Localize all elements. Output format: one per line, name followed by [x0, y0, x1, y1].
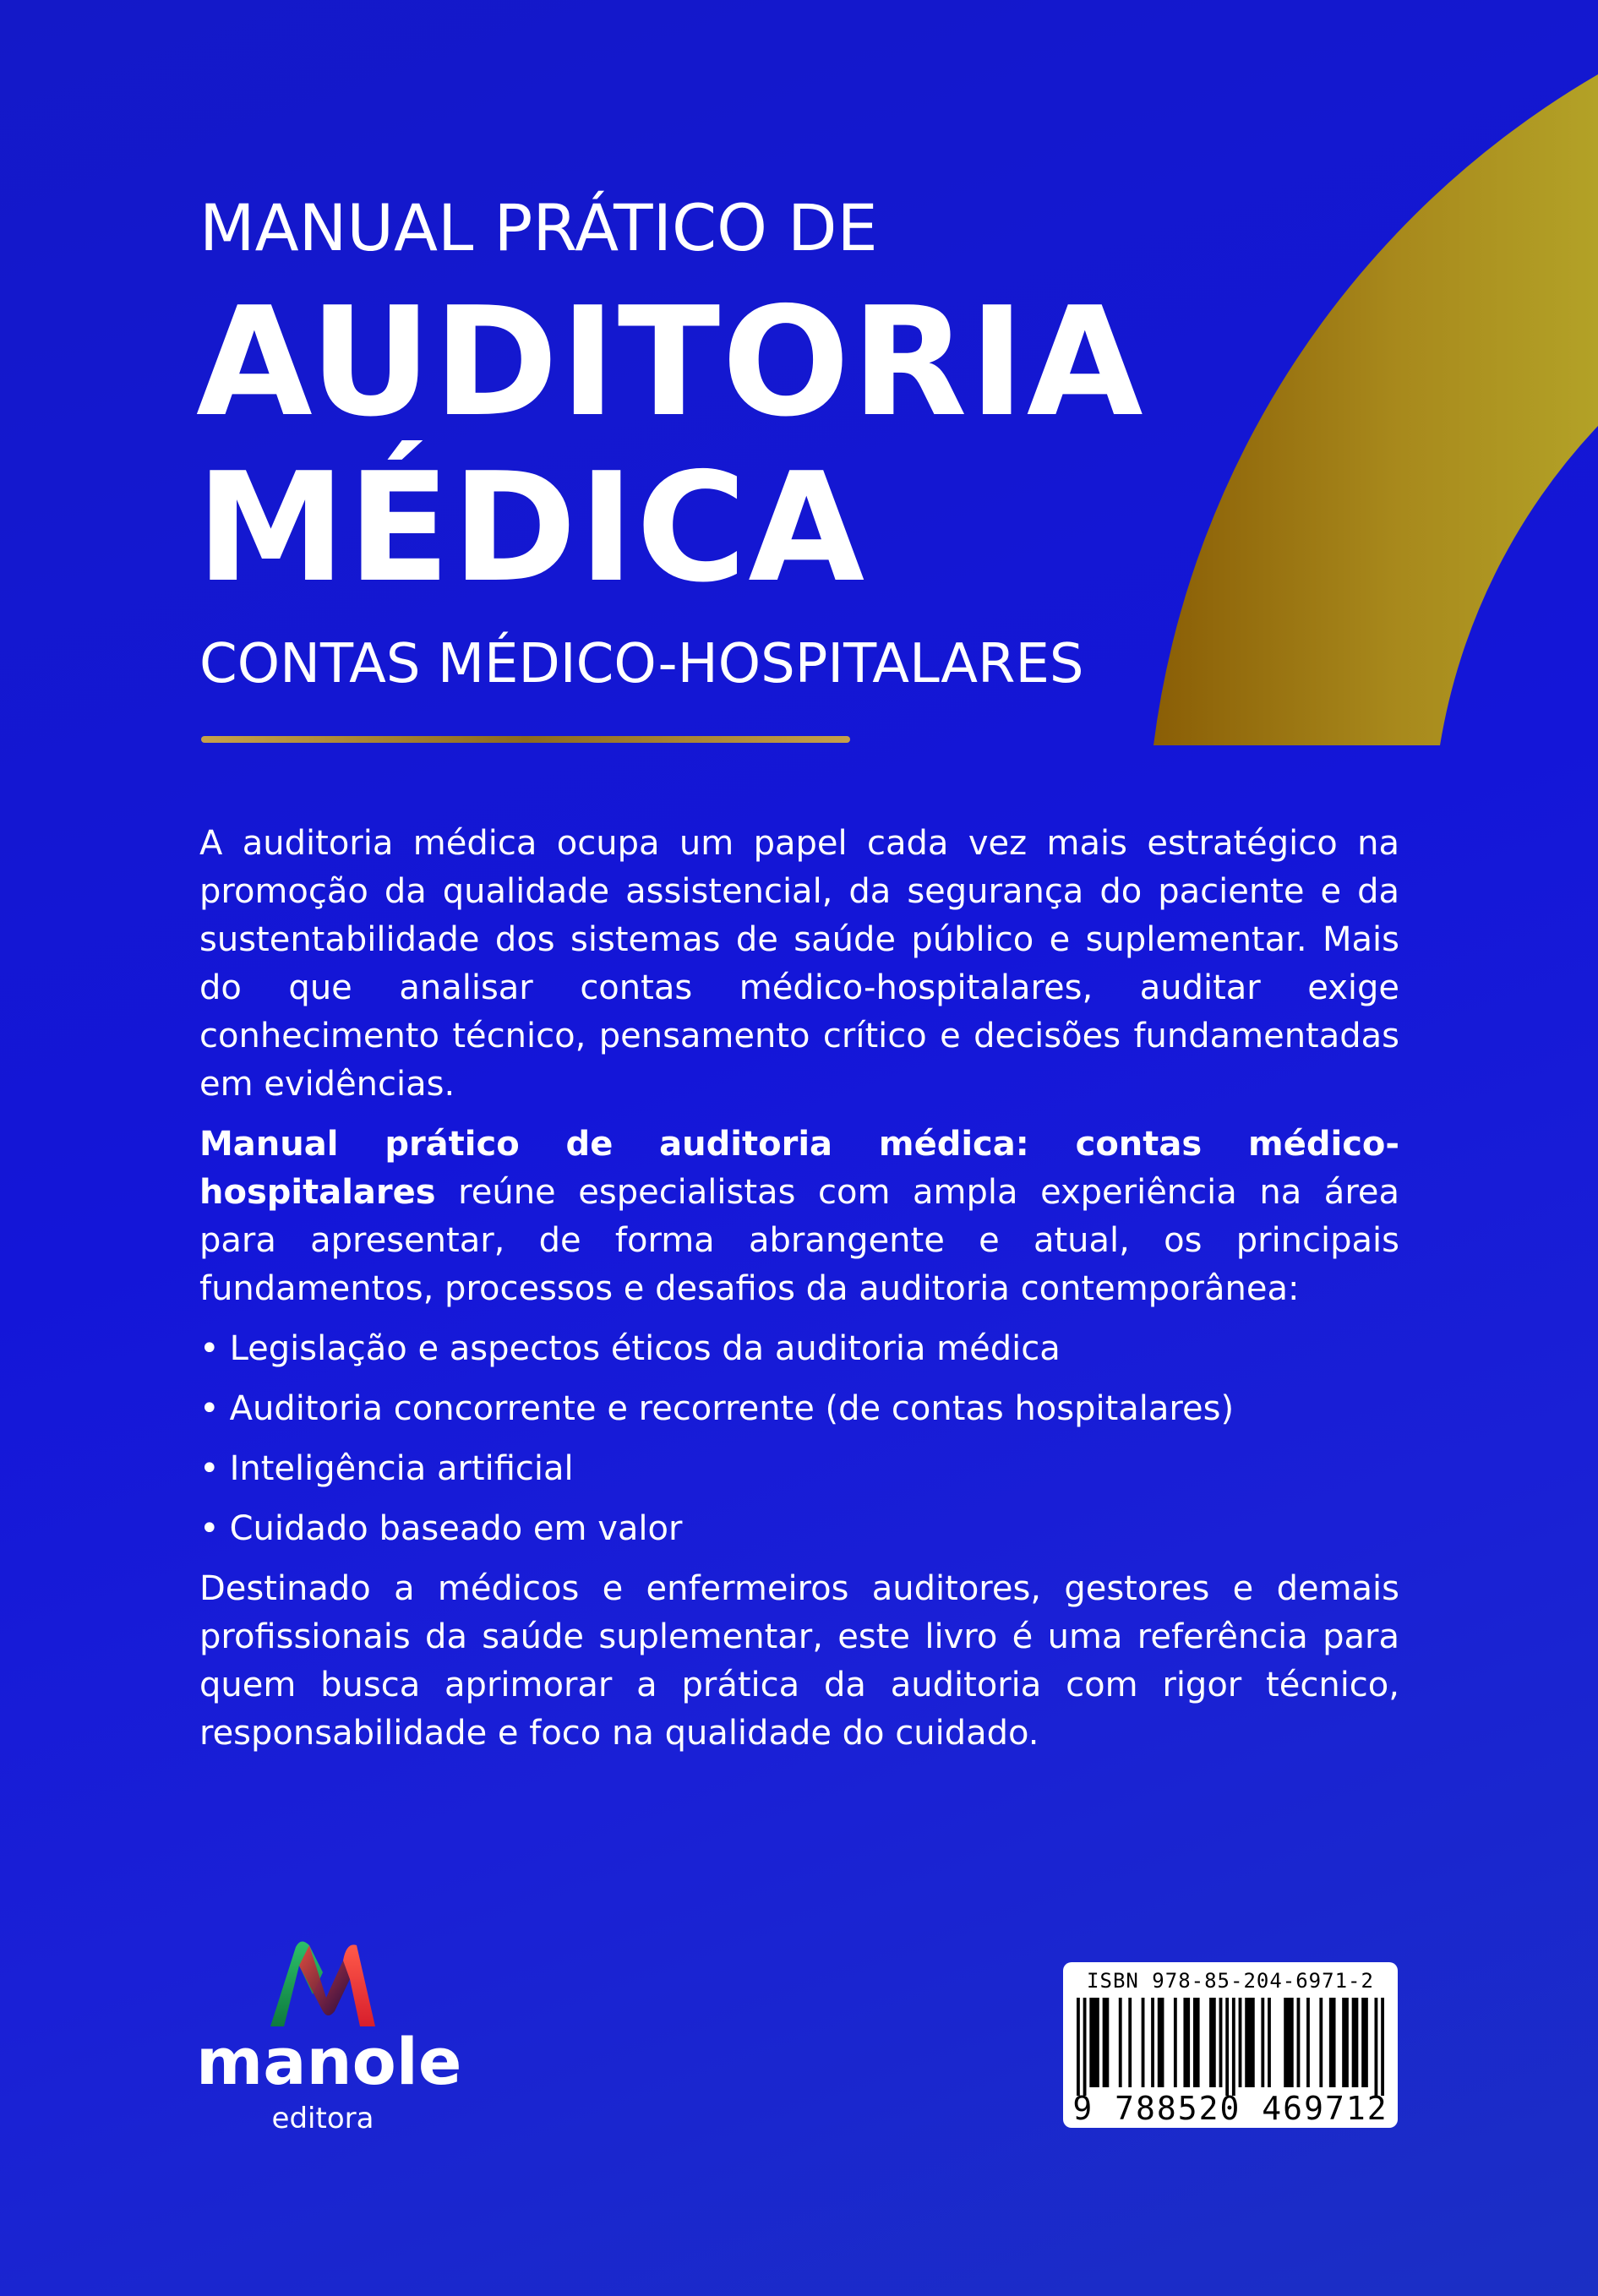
barcode-bar — [1119, 1998, 1122, 2087]
barcode-bars — [1077, 1998, 1384, 2096]
barcode-bar — [1342, 1998, 1349, 2087]
title-line-2: MÉDICA — [196, 440, 867, 615]
barcode-bar — [1219, 1998, 1223, 2087]
bullet-icon: • — [199, 1329, 220, 1368]
list-item-text: Legislação e aspectos éticos da auditoria médica — [229, 1329, 1061, 1368]
list-item — [199, 1385, 1399, 1433]
subtitle: CONTAS MÉDICO-HOSPITALARES — [199, 633, 1084, 695]
blurb-paragraph-2-rest: reúne especialistas com ampla experiência na área para apresentar, de forma abrangente e atual, os principais fundamentos, processos e desafios da auditoria contemporânea: — [199, 1173, 1399, 1308]
barcode-bar — [1083, 1998, 1087, 2096]
barcode-bar — [1158, 1998, 1164, 2087]
book-title-bold: Manual prático de auditoria médica: contas médico-hospitalares — [199, 1125, 1399, 1212]
list-item-text: Cuidado baseado em valor — [229, 1509, 683, 1548]
topic-list — [199, 1325, 1399, 1553]
barcode-bar — [1319, 1998, 1323, 2087]
barcode-bar — [1284, 1998, 1293, 2087]
publisher-sub: editora — [271, 2102, 374, 2135]
bullet-icon: • — [199, 1449, 220, 1488]
barcode-bar — [1245, 1998, 1254, 2087]
barcode-bar — [1297, 1998, 1301, 2087]
publisher-name: manole — [196, 2024, 462, 2099]
blurb-paragraph-2 — [199, 1121, 1399, 1313]
list-item — [199, 1445, 1399, 1493]
blurb — [199, 820, 1399, 1770]
list-item-text: Inteligência artificial — [229, 1449, 574, 1488]
barcode-bar — [1151, 1998, 1154, 2087]
blurb-paragraph-3: Destinado a médicos e enfermeiros auditores, gestores e demais profissionais da saúde suplementar, este livro é uma referência para quem busca aprimorar a prática da auditoria com rigor técnico, responsabilidade e foco na qualidade do cuidado. — [199, 1569, 1399, 1753]
barcode-bar — [1142, 1998, 1145, 2087]
barcode-bar — [1306, 1998, 1310, 2087]
barcode-bar — [1077, 1998, 1080, 2096]
title-small: MANUAL PRÁTICO DE — [199, 190, 878, 265]
barcode-bar — [1375, 1998, 1378, 2096]
barcode-bar — [1352, 1998, 1359, 2087]
isbn-label: ISBN 978-85-204-6971-2 — [1087, 1969, 1374, 1993]
bullet-icon: • — [199, 1389, 220, 1428]
blurb-paragraph-1: A auditoria médica ocupa um papel cada vez mais estratégico na promoção da qualidade assistencial, da segurança do paciente e da sustentabilidade dos sistemas de saúde público e suplementar. Mais do que analisar contas médico-hospitalares, auditar exige conhecimento técnico, pensamento crítico e decisões fundamentadas em evidências. — [199, 824, 1399, 1104]
barcode-bar — [1128, 1998, 1132, 2087]
barcode-bar — [1232, 1998, 1235, 2096]
barcode-bar — [1209, 1998, 1216, 2087]
barcode-bar — [1183, 1998, 1190, 2087]
bullet-icon: • — [199, 1509, 220, 1548]
barcode-bar — [1329, 1998, 1336, 2087]
publisher-logo — [196, 1935, 462, 2138]
ean-digits: 9 788520 469712 — [1072, 2090, 1388, 2127]
barcode-bar — [1239, 1998, 1242, 2087]
list-item — [199, 1325, 1399, 1373]
barcode-bar — [1261, 1998, 1264, 2087]
barcode-bar — [1225, 1998, 1229, 2096]
barcode-bar — [1268, 1998, 1271, 2087]
list-item-text: Auditoria concorrente e recorrente (de contas hospitalares) — [229, 1389, 1235, 1428]
barcode-bar — [1174, 1998, 1177, 2087]
manole-m-logo-icon — [262, 1935, 384, 2035]
barcode-bar — [1193, 1998, 1200, 2087]
barcode-bar — [1103, 1998, 1110, 2087]
title-line-1: AUDITORIA — [196, 275, 1145, 450]
barcode-bar — [1089, 1998, 1099, 2087]
list-item — [199, 1505, 1399, 1553]
barcode-bar — [1381, 1998, 1384, 2096]
isbn-barcode — [1063, 1962, 1398, 2128]
barcode-bar — [1361, 1998, 1368, 2087]
gold-divider — [201, 736, 850, 743]
